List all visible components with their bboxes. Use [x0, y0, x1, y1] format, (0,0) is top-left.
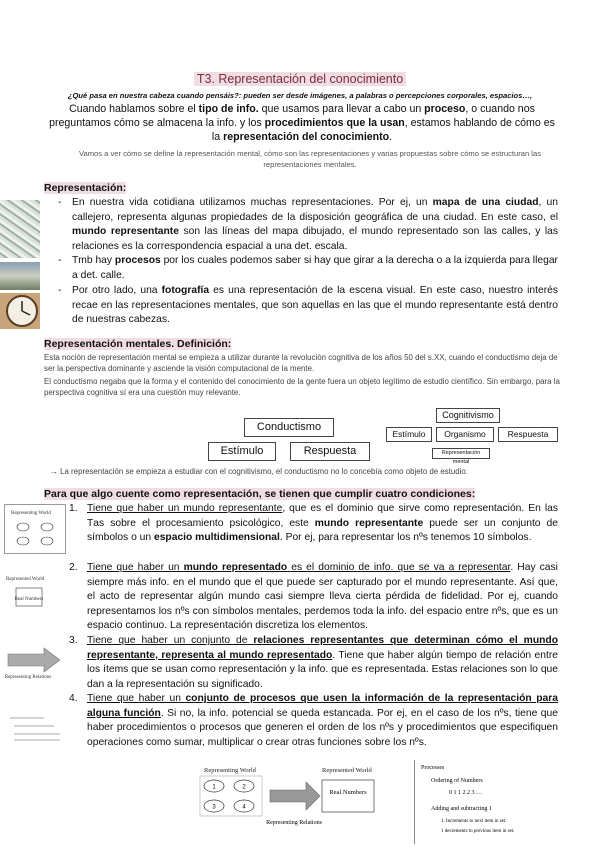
processes-panel-svg: [415, 760, 565, 844]
representation-figure: [194, 762, 408, 842]
diagram-conductismo: Conductismo: [244, 418, 334, 437]
represented-world-thumb-label: Represented World: [6, 577, 45, 582]
processes-figure: [4, 712, 64, 748]
represented-world-thumb: [4, 572, 58, 612]
figure-circle-1: 1: [212, 784, 216, 791]
figure-circle-2: 2: [242, 784, 246, 791]
representing-world-thumb: [4, 504, 66, 554]
representing-relations-thumb-label: Representing Relations: [4, 675, 52, 680]
figure-increments: 1. Increments to next item in set.: [441, 819, 507, 824]
section2-paragraph-1: Esta noción de representación mental se empieza a utilizar durante la revolución cognitiva de los años 50 del s.XX, cuando el conductismo deja de ser la perspectiva dominante y asciende la visión computacional de la mente.: [44, 353, 558, 374]
section-heading-representaciones-mentales: Representación mentales. Definición:: [44, 338, 232, 350]
city-map-image: [0, 200, 40, 258]
figure-real-numbers: Real Numbers: [329, 789, 367, 796]
representing-relations-thumb: [4, 640, 64, 684]
represented-world-figure: [4, 572, 58, 612]
intro-note: Vamos a ver cómo se define la representación mental, cómo son las representaciones y varias propuestas sobre cómo se estructuran las representaciones mentales.: [78, 149, 542, 169]
section-heading-condiciones: Para que algo cuente como representación, se tienen que cumplir cuatro condiciones:: [44, 488, 476, 500]
clock-photo-image: [0, 293, 40, 329]
diagram-respuesta: Respuesta: [290, 442, 370, 461]
diagram-representacion-mental: Representación mental: [432, 448, 490, 459]
intro-question: ¿Qué pasa en nuestra cabeza cuando pensáis?: pueden ser desde imágenes, a palabras o percepciones corporales, espacios…,: [67, 91, 533, 100]
intro-paragraph: Cuando hablamos sobre el tipo de info. que usamos para llevar a cabo un proceso, o cuando nos preguntamos cómo se almacena la info. y los procedimientos que la usan, estamos hablando de cómo es la representación del conocimiento.: [49, 103, 555, 143]
figure-ordering-seq: 0 1 1 2 2 3 …: [449, 790, 482, 796]
figure-circle-3: 3: [212, 804, 216, 811]
figure-represented-world-label: Represented World: [322, 767, 372, 774]
diagram-estimulo-2: Estímulo: [386, 427, 432, 442]
relations-arrow-figure: [4, 640, 64, 684]
section2-paragraph-2: El conductismo negaba que la forma y el contenido del conocimiento de la gente fuera un objeto legítimo de estudio científico. Sin embargo, para la perspectiva cognitiva sí era una cuestión muy relevante.: [44, 377, 560, 398]
diagram-organismo: Organismo: [436, 427, 494, 442]
bullet-item: - Por otro lado, una fotografía es una representación de la escena visual. En este caso, nuestro interés recae en las representaciones mentales, que son aquellas en las que el mundo representante está dentro de nuestras cabezas.: [58, 285, 559, 326]
figure-circle-4: 4: [242, 804, 246, 811]
figure-representing-world-label: Representing World: [204, 767, 256, 774]
street-photo-image: [0, 262, 40, 290]
section-heading-representacion: Representación:: [44, 182, 127, 194]
processes-thumb: [4, 712, 64, 748]
diagram-estimulo: Estímulo: [208, 442, 276, 461]
figure-representing-relations: Representing Relations: [266, 820, 322, 826]
figure-processes-label: Processes: [421, 765, 445, 771]
bullet-item: - En nuestra vida cotidiana utilizamos muchas representaciones. Por ej, un mapa de una ciudad, un callejero, representa algunas propiedades de la disposición geográfica de una ciudad. En este caso, el mundo representante son las líneas del mapa dibujado, el mundo representado son las calles, y las relaciones es la correspondencia espacial a una det. escala.: [58, 197, 559, 252]
representing-world-thumb-label: Representing World: [11, 511, 51, 516]
figure-decrements: 1 decrements to previous item in set.: [441, 829, 515, 834]
condition-item-3: 3. Tiene que haber un conjunto de relaciones representantes que determinan cómo el mundo representante, representa al mundo representado. Tiene que haber algún tiempo de relación entre los ítems que se usan como representación y la info. que es representada. Estas relaciones son lo que dan a la representación su significado.: [69, 635, 558, 690]
bullet-item: - Tmb hay procesos por los cuales podemos saber si hay que girar a la derecha o a la izquierda para llegar a det. calle.: [58, 255, 558, 281]
diagram-cognitivismo: Cognitivismo: [436, 408, 500, 423]
diagram-respuesta-2: Respuesta: [498, 427, 558, 442]
clock-icon: [0, 293, 40, 329]
condition-item-1: 1. Tiene que haber un mundo representante, que es el dominio que sirve como representación. En las Tas sobre el procesamiento psicológico, este mundo representante puede ser un conjunto de símbolos o un espacio multidimensional. Por ej, para representar los nºs tenemos 10 símbolos.: [69, 503, 558, 544]
representing-world-figure: [5, 505, 65, 553]
figure-adding-label: Adding and subtracting 1: [431, 806, 492, 812]
processes-figure-panel: [414, 760, 565, 844]
condition-item-2: 2. Tiene que haber un mundo representado es el dominio de info. que se va a representar. Hay casi siempre más info. en el mundo que el que puede ser capturado por el mundo representante. Así que, el acto de representar algún mundo casi siempre lleva cierta pérdida de fidelidad. Por ej, cuando representamos los nºs con símbolos mentales, perdemos toda la info. del espacio entre nºs, que es un espacio continuo. La representación discretiza los elementos.: [69, 562, 558, 632]
arrow-note: → La representación se empieza a estudiar con el cognitivismo, el conductismo no lo concebía como objeto de estudio.: [50, 467, 469, 476]
figure-ordering-label: Ordering of Numbers: [431, 778, 483, 784]
condition-item-4: 4. Tiene que haber un conjunto de procesos que usen la información de la representación para alguna función. Si no, la info. potencial se queda estancada. Por ej, en el caso de los nºs, tiene que haber procedimientos o procesos que generen el orden de los nºs y procedimientos que especifiquen operaciones como sumar, multiplicar o crear otras funciones sobre los nºs.: [69, 693, 558, 748]
representation-figure-svg: [194, 762, 408, 842]
real-numbers-thumb-label: Real Numbers: [14, 597, 44, 602]
page-title: T3. Representación del conocimiento: [0, 72, 600, 86]
